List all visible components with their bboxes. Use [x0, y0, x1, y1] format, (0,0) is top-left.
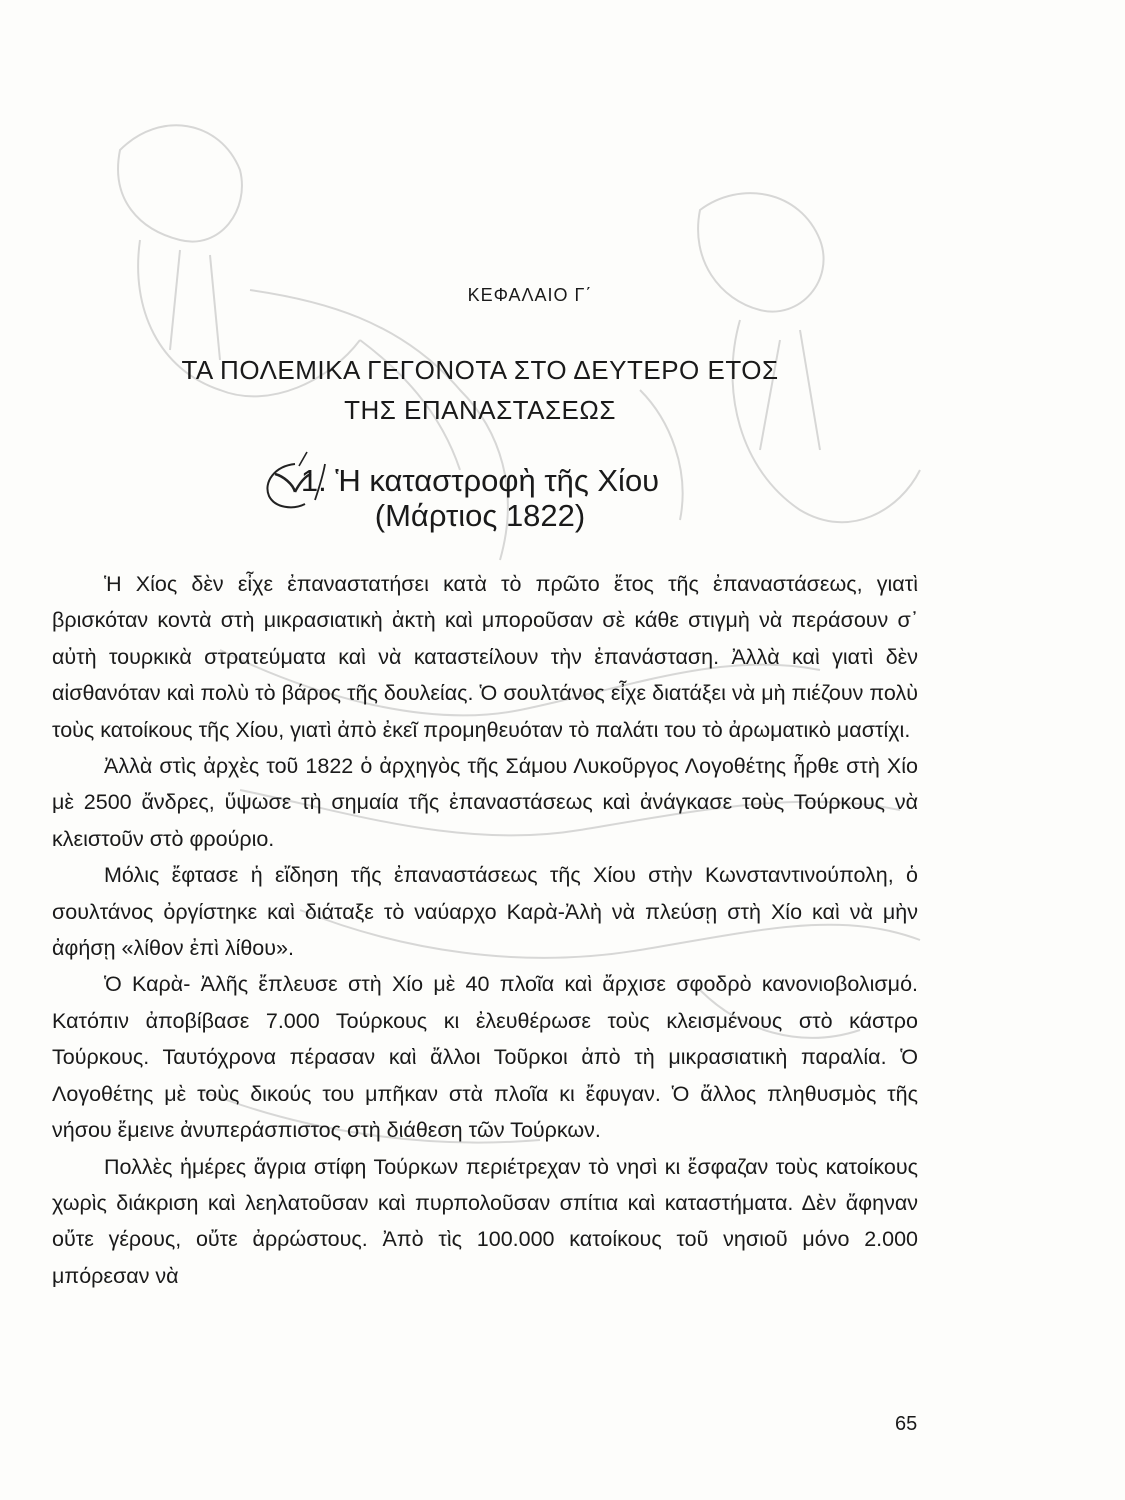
body-text	[52, 566, 918, 1294]
section-heading-line-2: (Μάρτιος 1822)	[374, 498, 586, 533]
paragraph-2: Ἀλλὰ στὶς ἀρχὲς τοῦ 1822 ὁ ἀρχηγὸς τῆς Σάμου Λυκοῦργος Λογοθέτης ἦρθε στὴ Χίο μὲ 2500 ἄνδρες, ὕψωσε τὴ σημαία τῆς ἐπαναστάσεως καὶ ἀνάγκασε τοὺς Τούρκους νὰ κλειστοῦν στὸ φρούριο.	[52, 754, 918, 851]
paragraph-1: Ἡ Χίος δὲν εἶχε ἐπαναστατήσει κατὰ τὸ πρῶτο ἔτος τῆς ἐπαναστάσεως, γιατὶ βρισκόταν κοντὰ στὴ μικρασιατικὴ ἀκτὴ καὶ μποροῦσαν σὲ κάθε στιγμὴ νὰ περάσουν σ᾽ αὐτὴ τουρκικὰ στρατεύματα καὶ νὰ καταστείλουν τὴν ἐπανάσταση. Ἀλλὰ καὶ γιατὶ δὲν αἰσθανόταν καὶ πολὺ τὸ βάρος τῆς δουλείας. Ὁ σουλτάνος εἶχε διατάξει νὰ μὴ πιέζουν πολὺ τοὺς κατοίκους τῆς Χίου, γιατὶ ἀπὸ ἐκεῖ προμηθευόταν τὸ παλάτι του τὸ ἀρωματικὸ μαστίχι.	[52, 572, 918, 742]
paragraph-4: Ὁ Καρὰ- Ἀλῆς ἔπλευσε στὴ Χίο μὲ 40 πλοῖα καὶ ἄρχισε σφοδρὸ κανονιοβολισμό. Κατόπιν ἀποβίβασε 7.000 Τούρκους κι ἐλευθέρωσε τοὺς κλεισμένους στὸ κάστρο Τούρκους. Ταυτόχρονα πέρασαν καὶ ἄλλοι Τοῦρκοι ἀπὸ τὴ μικρασιατικὴ παραλία. Ὁ Λογοθέτης μὲ τοὺς δικούς του μπῆκαν στὰ πλοῖα κι ἔφυγαν. Ὁ ἄλλος πληθυσμὸς τῆς νήσου ἔμεινε ἀνυπεράσπιστος στὴ διάθεση τῶν Τούρκων.	[52, 972, 918, 1143]
section-title: Ἡ καταστροφὴ τῆς Χίου	[335, 463, 660, 498]
paragraph-5: Πολλὲς ἡμέρες ἄγρια στίφη Τούρκων περιέτρεχαν τὸ νησὶ κι ἔσφαζαν τοὺς κατοίκους χωρὶς διάκριση καὶ λεηλατοῦσαν καὶ πυρπολοῦσαν σπίτια καὶ καταστήματα. Δὲν ἄφηναν οὔτε γέρους, οὔτε ἀρρώστους. Ἀπὸ τὶς 100.000 κατοίκους τοῦ νησιοῦ μόνο 2.000 μπόρεσαν νὰ	[52, 1154, 918, 1288]
section-heading-line-1	[0, 463, 960, 499]
chapter-label: ΚΕΦΑΛΑΙΟ Γ΄	[467, 285, 593, 305]
chapter-title-line-2: ΤΗΣ ΕΠΑΝΑΣΤΑΣΕΩΣ	[344, 395, 616, 425]
chapter-title-line-1: ΤΑ ΠΟΛΕΜΙΚΑ ΓΕΓΟΝΟΤΑ ΣΤΟ ΔΕΥΤΕΡΟ ΕΤΟΣ	[181, 355, 779, 385]
paragraph-3: Μόλις ἔφτασε ἡ εἴδηση τῆς ἐπαναστάσεως τῆς Χίου στὴν Κωνσταντινούπολη, ὁ σουλτάνος ὀργίστηκε καὶ διάταξε τὸ ναύαρχο Καρὰ-Ἀλὴ νὰ πλεύσῃ στὴ Χίο καὶ νὰ μὴν ἀφήσῃ «λίθον ἐπὶ λίθου».	[52, 863, 918, 961]
page-number: 65	[895, 1413, 918, 1435]
section-number: 1.	[300, 463, 327, 498]
